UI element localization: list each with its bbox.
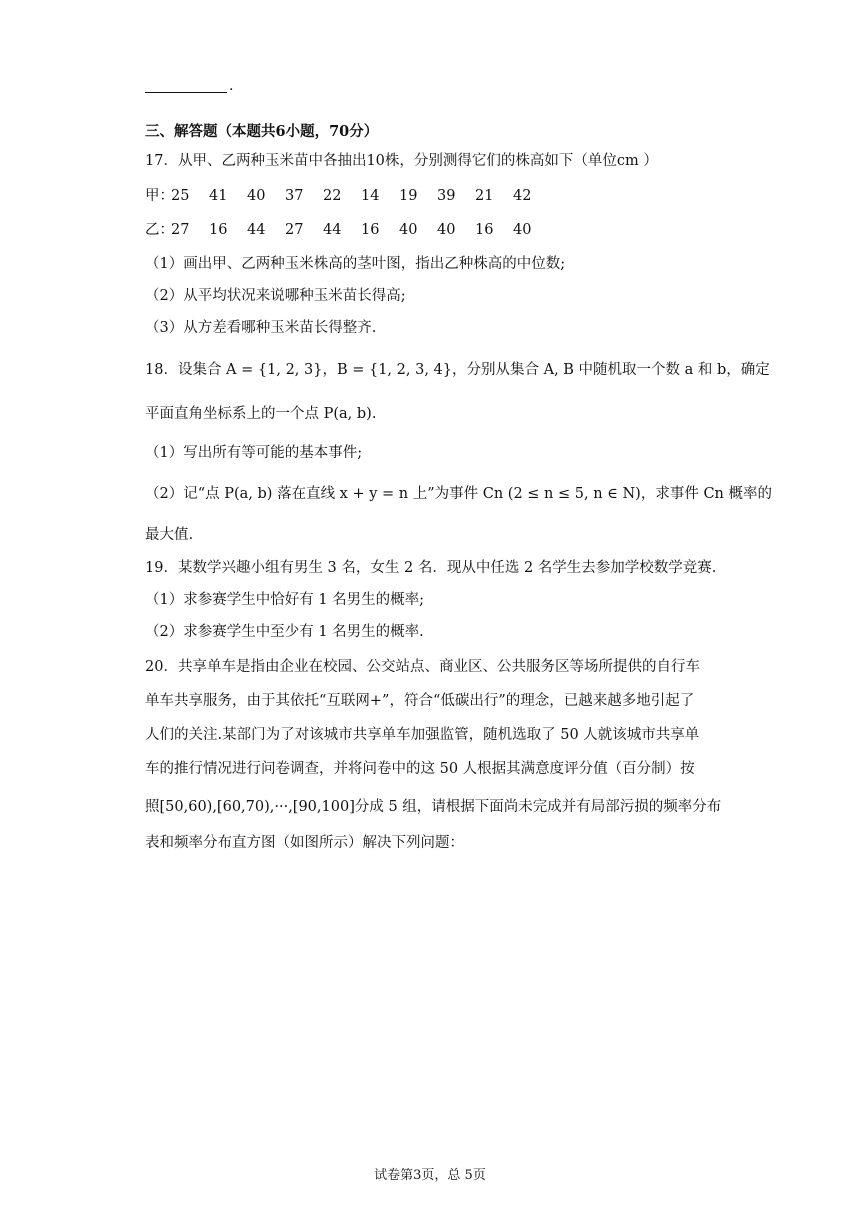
q17-jia-value: 41 [209,188,228,204]
q17-jia-value: 37 [285,188,304,204]
q17-jia-value: 42 [513,188,532,204]
q17-jia-label: 甲： [145,188,174,204]
q20-line6: 表和频率分布直方图（如图所示）解决下列问题： [145,835,464,851]
q17-yi-value: 44 [323,222,342,238]
q17-jia-value: 21 [475,188,494,204]
q18-stem-cont: 平面直角坐标系上的一个点 P(a, b). [145,406,377,422]
q17-jia-value: 22 [323,188,342,204]
q17-part2: （2）从平均状况来说哪种玉米苗长得高; [145,288,406,304]
q17-yi-value: 27 [171,222,190,238]
q20-line4: 车的推行情况进行问卷调查，并将问卷中的这 50 人根据其满意度评分值（百分制）按 [145,761,695,777]
section-title: 三、解答题（本题共6小题，70分） [145,123,379,140]
q17-yi-value: 16 [209,222,228,238]
q17-yi-value: 16 [475,222,494,238]
q19-part2: （2）求参赛学生中至少有 1 名男生的概率. [145,624,424,640]
q17-yi-row [145,220,551,240]
q17-yi-value: 44 [247,222,266,238]
q19-stem: 19．某数学兴趣小组有男生 3 名，女生 2 名．现从中任选 2 名学生去参加学校数学竞赛. [145,560,717,576]
q17-yi-value: 16 [361,222,380,238]
q20-line2: 单车共享服务，由于其依托“互联网+”，符合“低碳出行”的理念，已越来越多地引起了 [145,693,695,709]
q17-jia-value: 25 [171,188,190,204]
q17-jia-value: 39 [437,188,456,204]
q17-jia-row [145,186,551,206]
q17-yi-value: 27 [285,222,304,238]
q17-yi-value: 40 [513,222,532,238]
q20-line1: 20．共享单车是指由企业在校园、公交站点、商业区、公共服务区等场所提供的自行车 [145,659,700,675]
answer-blank-dot: . [229,78,234,94]
q19-part1: （1）求参赛学生中恰好有 1 名男生的概率; [145,592,425,608]
q17-stem: 17．从甲、乙两种玉米苗中各抽出10株，分别测得它们的株高如下（单位cm ） [145,153,658,169]
q18-part1: （1）写出所有等可能的基本事件; [145,445,363,461]
answer-blank [145,84,227,93]
q20-line5: 照[50,60),[60,70),···,[90,100]分成 5 组，请根据下面尚未完成并有局部污损的频率分布 [145,799,722,815]
page-footer: 试卷第3页，总 5页 [374,1168,486,1183]
q17-jia-value: 40 [247,188,266,204]
q17-jia-value: 19 [399,188,418,204]
q17-yi-label: 乙： [145,222,174,238]
q17-part3: （3）从方差看哪种玉米苗长得整齐. [145,320,377,336]
q17-jia-value: 14 [361,188,380,204]
q20-line3: 人们的关注.某部门为了对该城市共享单车加强监管，随机选取了 50 人就该城市共享单 [145,727,700,743]
q17-part1: （1）画出甲、乙两种玉米株高的茎叶图，指出乙种株高的中位数; [145,256,566,272]
q18-part2-cont: 最大值. [145,527,194,543]
q17-yi-value: 40 [437,222,456,238]
q17-yi-value: 40 [399,222,418,238]
q18-part2: （2）记“点 P(a, b) 落在直线 x + y = n 上”为事件 Cn (2 ≤ n ≤ 5, n ∈ N)，求事件 Cn 概率的 [145,486,772,502]
q18-stem: 18．设集合 A = {1, 2, 3}，B = {1, 2, 3, 4}，分别从集合 A, B 中随机取一个数 a 和 b，确定 [145,362,770,378]
